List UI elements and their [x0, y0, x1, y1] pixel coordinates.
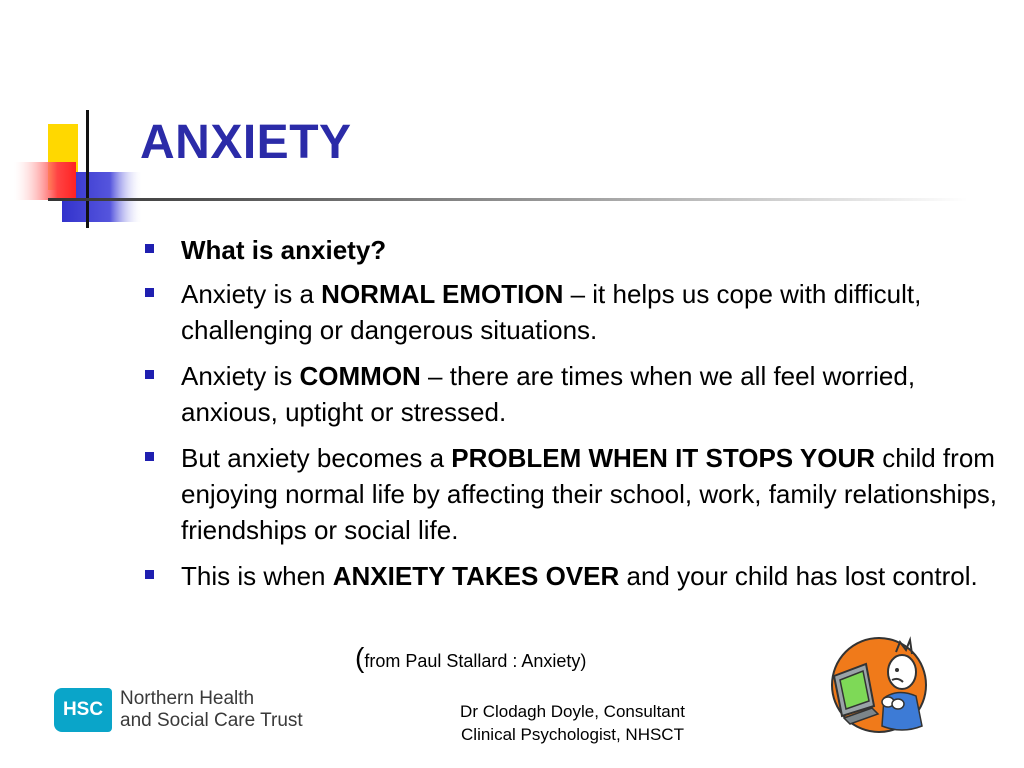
citation-open-paren: (	[355, 642, 365, 673]
bullet-text: Anxiety is a	[181, 279, 322, 309]
bullet-item	[140, 558, 1000, 594]
author-line-2: Clinical Psychologist, NHSCT	[461, 725, 684, 744]
bullet-text: Anxiety is	[181, 361, 300, 391]
bullet-text: and your child has lost control.	[619, 561, 978, 591]
bullet-emphasis: COMMON	[299, 361, 421, 391]
hsc-logo	[54, 688, 303, 732]
bullet-emphasis: ANXIETY TAKES OVER	[332, 561, 620, 591]
author-line-1: Dr Clodagh Doyle, Consultant	[460, 702, 685, 721]
square-bullet-icon	[145, 370, 154, 379]
bullet-text: – it helps us cope with difficult, challenging or dangerous situations.	[181, 279, 922, 345]
hsc-logo-mark: HSC	[54, 688, 112, 732]
square-bullet-icon	[145, 452, 154, 461]
bullet-item	[140, 358, 1000, 430]
square-bullet-icon	[145, 570, 154, 579]
logo-line-2: and Social Care Trust	[120, 710, 303, 731]
stressed-person-at-computer-icon	[826, 630, 932, 734]
bullet-item	[140, 232, 1000, 268]
bullet-text: This is when	[181, 561, 333, 591]
bullet-text: – there are times when we all feel worried, anxious, uptight or stressed.	[181, 361, 916, 427]
slide-title: ANXIETY	[140, 116, 352, 169]
citation-text: from Paul Stallard : Anxiety)	[364, 651, 587, 671]
bullet-emphasis: NORMAL EMOTION	[321, 279, 564, 309]
square-bullet-icon	[145, 288, 154, 297]
bullet-item	[140, 276, 1000, 348]
author-credit	[440, 700, 705, 746]
citation	[355, 642, 586, 674]
bullet-item	[140, 440, 1000, 548]
bullet-text: child from enjoying normal life by affecting their school, work, family relationships, friendships or social life.	[181, 443, 998, 545]
bullet-text: But anxiety becomes a	[181, 443, 452, 473]
hsc-logo-text	[120, 688, 303, 732]
logo-line-1: Northern Health	[120, 688, 255, 709]
bullet-list	[140, 232, 1000, 604]
bullet-text: What is anxiety?	[181, 235, 387, 265]
square-bullet-icon	[145, 244, 154, 253]
bullet-emphasis: PROBLEM WHEN IT STOPS YOUR	[451, 443, 876, 473]
